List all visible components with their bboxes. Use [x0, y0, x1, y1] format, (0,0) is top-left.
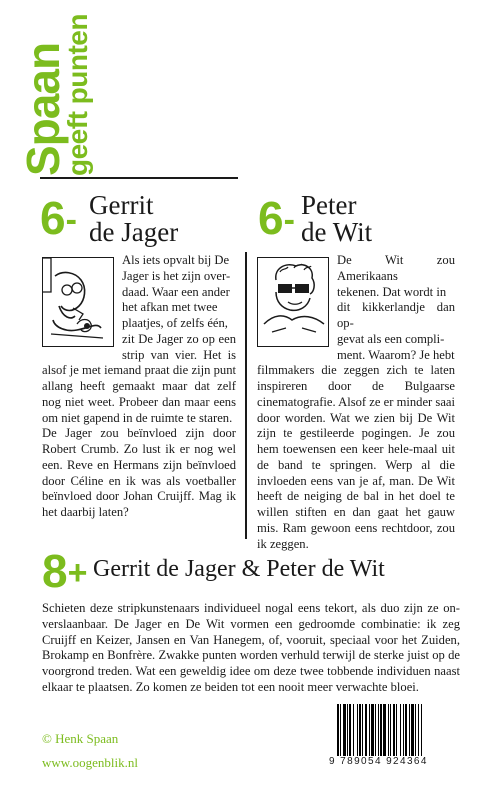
website-link[interactable]: www.oogenblik.nl	[42, 755, 138, 770]
left-name-line2: de Jager	[89, 217, 179, 247]
left-name-line1: Gerrit	[89, 190, 154, 220]
right-cartoon-image	[257, 257, 329, 347]
top-rule	[40, 177, 238, 179]
left-review: Als iets opvalt bij De Jager is het zijn over- daad. Waar een ander het afkan met twee plaatjes, of zelfs één, zit De Jager zo op een strip van vier. Het is alsof je met iemand praat die zijn punt allang heeft gemaakt maar dat zelf nog niet weet. Probeer dan maar eens om niet gapend in de ruimte te staren. De Jager zou beïnvloed zijn door Robert Crumb. Zo lust ik er nog wel een. Reve en Hermans zijn beïnvloed door Céline en ik was als voetballer beïnvloed door Johan Cruijff. Mag ik het daarbij laten?	[42, 253, 236, 519]
combined-name: Gerrit de Jager & Peter de Wit	[93, 556, 385, 582]
title-block	[17, 14, 120, 176]
right-name-line1: Peter	[301, 190, 357, 220]
right-review: De Wit zou Amerikaans tekenen. Dat wordt in dit kikkerlandje dan op- gevat als een compli- ment. Waarom? Je hebt filmmakers die zeggen zich te laten inspireren door de Bulgaarse cinematografie. Alsof ze er minder saai door worden. Wat we zien bij De Wit zijn te gestileerde pogingen. Je zou hem toewensen een keer hele-maal uit de band te springen. Werp al die invloeden eens van je af, man. De Wit heeft de neiging de bal in het doel te willen stiften en dan gaat het gauw mis. Ram gewoon eens rechtdoor, zou ik zeggen.	[257, 253, 455, 551]
right-score: 6-	[258, 192, 295, 244]
title-main: Spaan	[17, 42, 69, 176]
combined-review: Schieten deze stripkunstenaars individueel nogal eens tekort, als duo zijn ze on-verslaanbaar. De Jager en De Wit vormen een gedroomde combinatie: ik zeg Cruijff en Keizer, Jansen en Van Hanegem, of, vooruit, speciaal voor het Zuiden, Brokamp en Bonfrère. Zwakke punten worden verhuld terwijl de sterke juist op de voorgrond treden. Wat een geweldig idee om deze twee tobbende individuen naast elkaar te plaatsen. Zo komen ze beiden tot een nooit meer verwachte bloei.	[42, 601, 460, 694]
isbn-digits: 9 789054 924364	[329, 756, 428, 767]
title-sub: geeft punten	[62, 14, 93, 176]
left-review-para2: De Jager zou beïnvloed zijn door Robert Crumb. Zo lust ik er nog wel een. Reve en Hermans zijn beïnvloed door Céline en ik was als voetballer beïnvloed door Johan Cruijff. Mag ik het daarbij laten?	[42, 426, 236, 519]
combined-score: 8+	[42, 545, 88, 597]
right-name-line2: de Wit	[301, 217, 373, 247]
left-cartoon-image	[42, 257, 114, 347]
barcode-bars	[337, 704, 461, 756]
column-divider	[245, 252, 247, 539]
left-score: 6-	[40, 192, 77, 244]
isbn-barcode	[329, 704, 461, 767]
copyright-text: © Henk Spaan	[42, 731, 119, 746]
